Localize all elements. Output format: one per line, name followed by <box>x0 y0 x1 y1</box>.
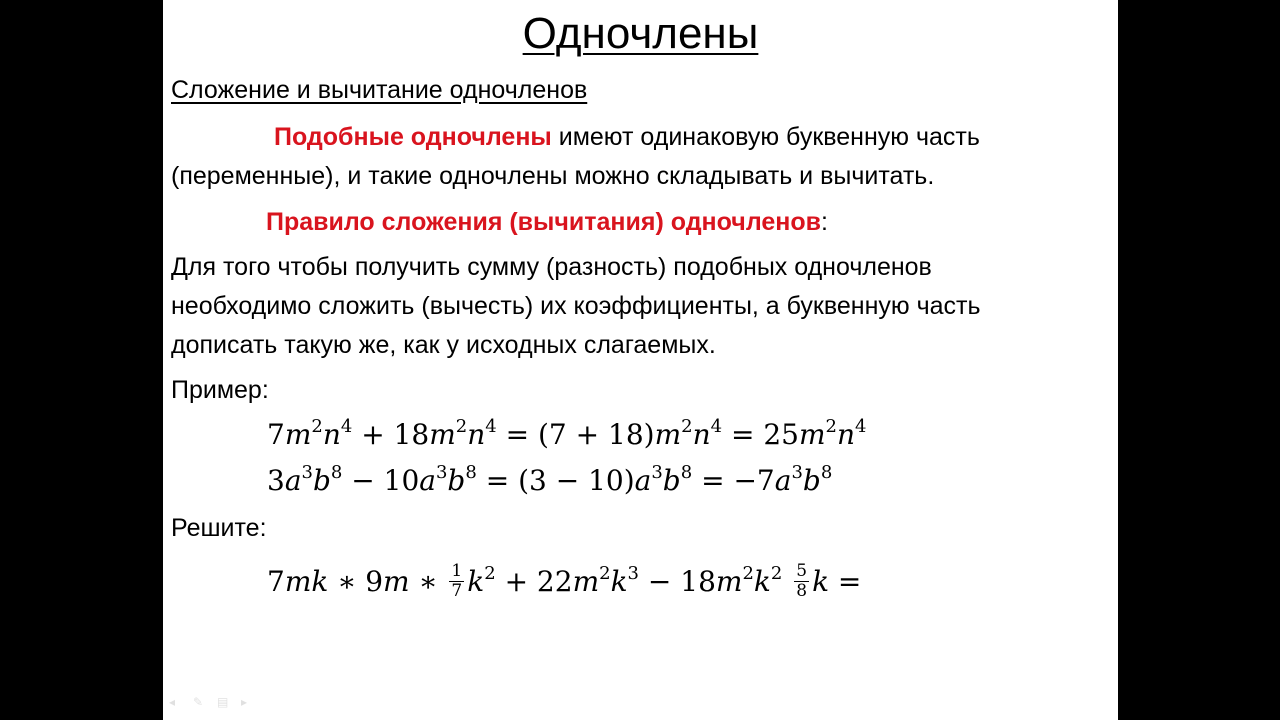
fraction-one-seventh: $\frac{1}{7}$ <box>451 561 463 601</box>
rule-text-line-1: Для того чтобы получить сумму (разность) подобных одночленов <box>171 253 932 281</box>
example-formula-2: $3a^3b^8 - 10a^3b^8 = (3 - 10)a^3b^8 = -7a^3b^8$ <box>267 462 833 497</box>
menu-icon[interactable]: ▤ <box>217 695 229 709</box>
arrow-forward-icon[interactable]: ▸ <box>241 695 248 709</box>
rule-text-line-3: дописать такую же, как у исходных слагаемых. <box>171 331 716 359</box>
definition-highlight: Подобные одночлены <box>274 123 552 151</box>
example-label: Пример: <box>171 376 269 404</box>
pen-icon[interactable]: ✎ <box>193 695 204 709</box>
slide <box>163 0 1118 720</box>
solve-label: Решите: <box>171 514 267 542</box>
rule-heading <box>266 203 828 242</box>
definition-line-1 <box>171 118 1116 157</box>
arrow-back-icon[interactable]: ◂ <box>169 695 176 709</box>
slide-subtitle: Сложение и вычитание одночленов <box>171 76 588 104</box>
slide-title: Одночлены <box>522 9 759 58</box>
exercise-formula: 7mk ∗ 9m ∗ $\frac{1}{7}$ $k^2 + 22m^2k^3 - 18m^2k^2$ $\frac{5}{8}$ k = <box>267 561 862 601</box>
definition-line-2: (переменные), и такие одночлены можно складывать и вычитать. <box>171 162 935 190</box>
definition-rest: имеют одинаковую буквенную часть <box>551 123 980 151</box>
slideshow-toolbar <box>169 696 255 708</box>
rule-text-line-2: необходимо сложить (вычесть) их коэффициенты, а буквенную часть <box>171 292 981 320</box>
example-formula-1: $7m^2n^4 + 18m^2n^4 = (7 + 18)m^2n^4 = 25m^2n^4$ <box>267 416 867 451</box>
rule-highlight: Правило сложения (вычитания) одночленов <box>266 208 822 236</box>
rule-text <box>171 248 1116 365</box>
definition-paragraph <box>171 118 1116 196</box>
fraction-five-eighths: $\frac{5}{8}$ <box>796 561 808 601</box>
rule-colon: : <box>821 208 828 236</box>
